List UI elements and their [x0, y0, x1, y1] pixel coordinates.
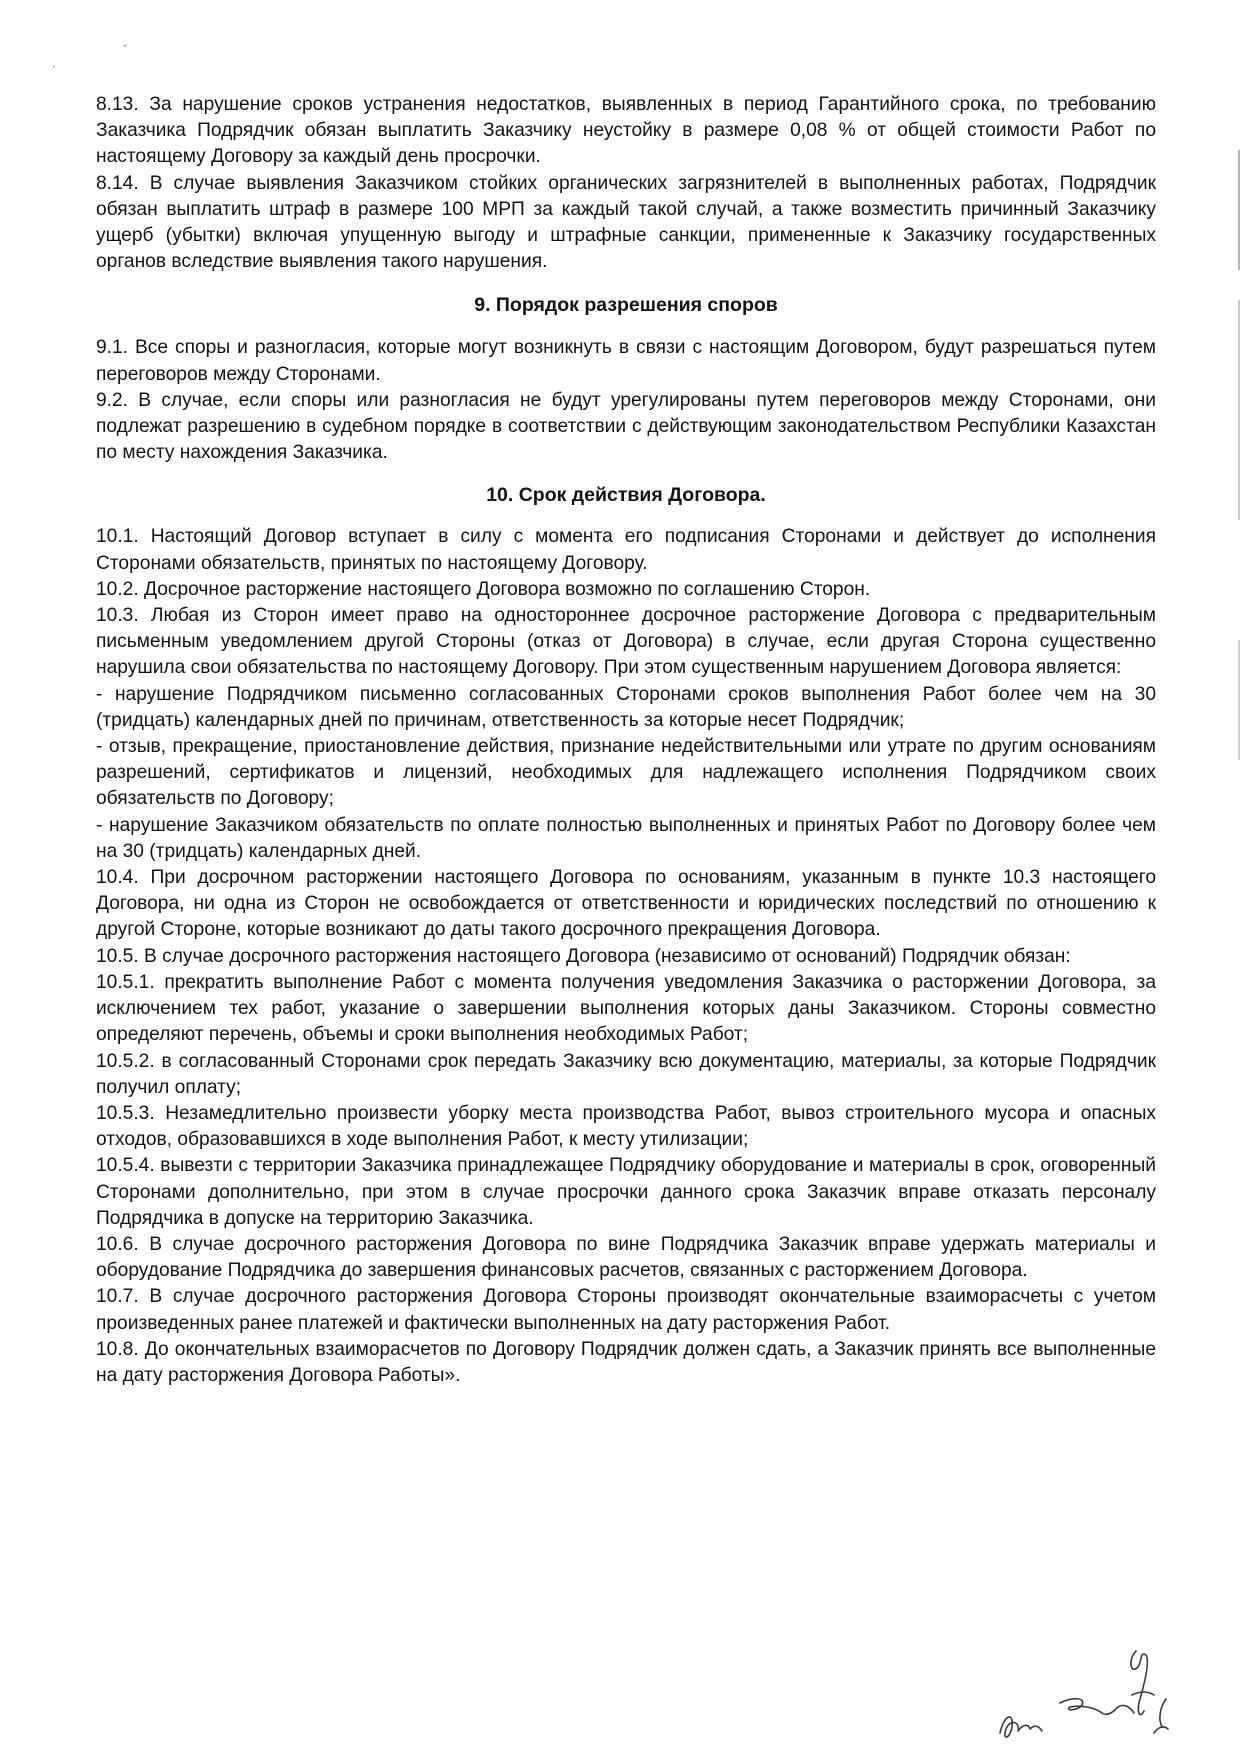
clause-10-3-item-1: - нарушение Подрядчиком письменно согласованных Сторонами сроков выполнения Работ более чем на 30 (тридцать) календарных дней по причинам, ответственность за которые несет Подрядчик;	[96, 683, 1156, 731]
clause-10-5: 10.5. В случае досрочного расторжения настоящего Договора (независимо от оснований) Подрядчик обязан:	[96, 945, 1071, 967]
clause-10-1: 10.1. Настоящий Договор вступает в силу с момента его подписания Сторонами и действует до исполнения Сторонами обязательств, принятых по настоящему Договору.	[96, 526, 1156, 574]
clause-10-5-2: 10.5.2. в согласованный Сторонами срок передать Заказчику всю документацию, материалы, за которые Подрядчик получил оплату;	[96, 1050, 1156, 1098]
clause-10-2: 10.2. Досрочное расторжение настоящего Договора возможно по соглашению Сторон.	[96, 578, 871, 600]
clause-8-13: 8.13. За нарушение сроков устранения недостатков, выявленных в период Гарантийного срока, по требованию Заказчика Подрядчик обязан выплатить Заказчику неустойку в размере 0,08 % от общей стоимости Работ по настоящему Договору за каждый день просрочки.	[96, 94, 1156, 168]
clause-10-3: 10.3. Любая из Сторон имеет право на одностороннее досрочное расторжение Договора с предварительным письменным уведомлением другой Стороны (отказ от Договора) в случае, если другая Сторона существенно нарушила свои обязательства по настоящему Договору. При этом существенным нарушением Договора является:	[96, 605, 1156, 679]
clause-10-3-item-2: - отзыв, прекращение, приостановление действия, признание недействительными или утрате по другим основаниям разрешений, сертификатов и лицензий, необходимых для надлежащего исполнения Подрядчиком своих обязательств по Договору;	[96, 736, 1156, 810]
clause-9-1: 9.1. Все споры и разногласия, которые могут возникнуть в связи с настоящим Договором, будут разрешаться путем переговоров между Сторонами.	[96, 337, 1156, 385]
handwritten-signature-icon	[990, 1615, 1170, 1745]
clause-10-7: 10.7. В случае досрочного расторжения Договора Стороны производят окончательные взаиморасчеты с учетом произведенных ранее платежей и фактически выполненных на дату расторжения Работ.	[96, 1286, 1156, 1334]
clause-10-5-1: 10.5.1. прекратить выполнение Работ с момента получения уведомления Заказчика о расторжении Договора, за исключением тех работ, указание о завершении выполнения которых даны Заказчиком. Стороны совместно определяют перечень, объемы и сроки выполнения необходимых Работ;	[96, 971, 1156, 1046]
clause-10-5-4: 10.5.4. вывезти с территории Заказчика принадлежащее Подрядчику оборудование и материалы в срок, оговоренный Сторонами дополнительно, при этом в случае просрочки данного срока Заказчик вправе отказать персоналу Подрядчика в допуске на территорию Заказчика.	[96, 1155, 1156, 1229]
clause-10-3-item-3: - нарушение Заказчиком обязательств по оплате полностью выполненных и принятых Работ по Договору более чем на 30 (тридцать) календарных дней.	[96, 814, 1156, 862]
clause-8-14: 8.14. В случае выявления Заказчиком стойких органических загрязнителей в выполненных работах, Подрядчик обязан выплатить штраф в размере 100 МРП за каждый такой случай, а также возместить причинный Заказчику ущерб (убытки) включая упущенную выгоду и штрафные санкции, примененные к Заказчику государственных органов вследствие выявления такого нарушения.	[96, 172, 1156, 273]
scan-artifact: ·	[52, 60, 56, 74]
scan-artifact: ״	[123, 40, 128, 54]
clause-10-4: 10.4. При досрочном расторжении настоящего Договора по основаниям, указанным в пункте 10.3 настоящего Договора, ни одна из Сторон не освобождается от ответственности и юридических последствий по отношению к другой Стороне, которые возникают до даты такого досрочного прекращения Договора.	[96, 867, 1156, 941]
section-9-heading: 9. Порядок разрешения споров	[474, 294, 778, 317]
section-10-heading: 10. Срок действия Договора.	[486, 484, 766, 507]
clause-10-5-3: 10.5.3. Незамедлительно произвести уборку места производства Работ, вывоз строительного мусора и опасных отходов, образовавшихся в ходе выполнения Работ, к месту утилизации;	[96, 1102, 1156, 1151]
clause-9-2: 9.2. В случае, если споры или разногласия не будут урегулированы путем переговоров между Сторонами, они подлежат разрешению в судебном порядке в соответствии с действующим законодательством Республики Казахстан по месту нахождения Заказчика.	[96, 389, 1156, 464]
clause-10-8: 10.8. До окончательных взаиморасчетов по Договору Подрядчик должен сдать, а Заказчик принять все выполненные на дату расторжения Договора Работы».	[96, 1338, 1156, 1386]
document-page	[96, 92, 1156, 1389]
clause-10-6: 10.6. В случае досрочного расторжения Договора по вине Подрядчика Заказчик вправе удержать материалы и оборудование Подрядчика до завершения финансовых расчетов, связанных с расторжением Договора.	[96, 1233, 1156, 1282]
